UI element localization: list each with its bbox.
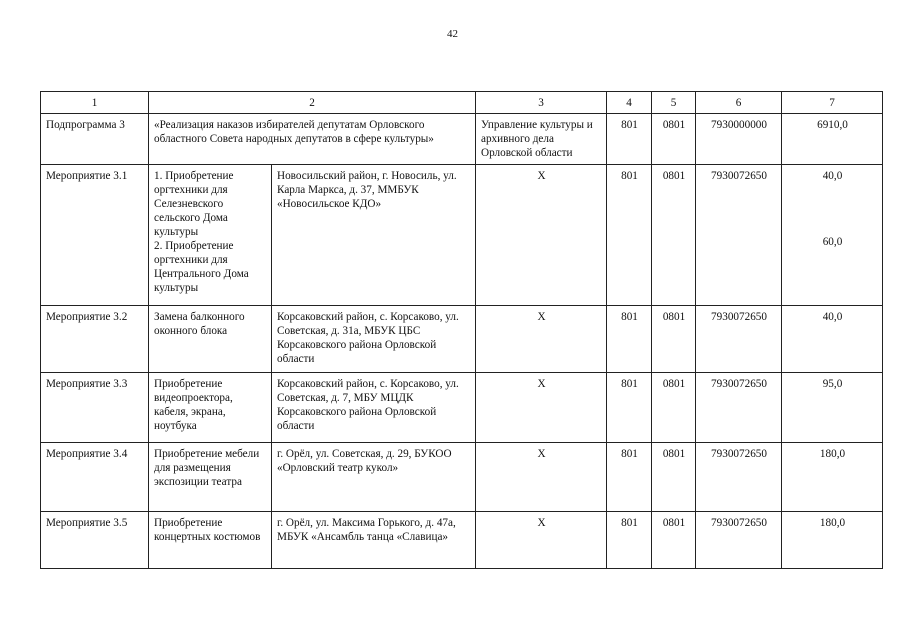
executor-cell: Управление культуры и архивного дела Орловской области [476, 114, 607, 165]
amount-cell: 180,0 [782, 443, 883, 512]
code-cell: 801 [607, 373, 652, 443]
code-cell: 801 [607, 165, 652, 306]
code-cell: 7930072650 [696, 373, 782, 443]
activity-description: Приобретение видеопроектора, кабеля, экрана, ноутбука [149, 373, 272, 443]
amount-cell: 180,0 [782, 512, 883, 569]
activity-description: Приобретение концертных костюмов [149, 512, 272, 569]
code-cell: 801 [607, 114, 652, 165]
header-cell: 2 [149, 92, 476, 114]
header-cell: 6 [696, 92, 782, 114]
executor-cell: Х [476, 373, 607, 443]
header-cell: 7 [782, 92, 883, 114]
activity-label: Мероприятие 3.1 [41, 165, 149, 306]
code-cell: 7930072650 [696, 306, 782, 373]
table-row [41, 306, 883, 373]
activity-address: Новосильский район, г. Новосиль, ул. Карла Маркса, д. 37, ММБУК «Новосильское КДО» [272, 165, 476, 306]
executor-cell: Х [476, 306, 607, 373]
header-cell: 1 [41, 92, 149, 114]
activity-address: Корсаковский район, с. Корсаково, ул. Советская, д. 7, МБУ МЦДК Корсаковского района Орловской области [272, 373, 476, 443]
table-row [41, 165, 883, 306]
code-cell: 0801 [652, 306, 696, 373]
subprogram-name: «Реализация наказов избирателей депутатам Орловского областного Совета народных депутатов в сфере культуры» [149, 114, 476, 165]
activity-description: Приобретение мебели для размещения экспозиции театра [149, 443, 272, 512]
code-cell: 801 [607, 512, 652, 569]
activity-address: г. Орёл, ул. Советская, д. 29, БУКОО «Орловский театр кукол» [272, 443, 476, 512]
activity-label: Мероприятие 3.4 [41, 443, 149, 512]
code-cell: 0801 [652, 373, 696, 443]
activity-address: Корсаковский район, с. Корсаково, ул. Советская, д. 31а, МБУК ЦБС Корсаковского района Орловской области [272, 306, 476, 373]
activity-description: 1. Приобретение оргтехники для Селезневского сельского Дома культуры 2. Приобретение оргтехники для Центрального Дома культуры [149, 165, 272, 306]
activity-address: г. Орёл, ул. Максима Горького, д. 47а, МБУК «Ансамбль танца «Славица» [272, 512, 476, 569]
activity-label: Мероприятие 3.5 [41, 512, 149, 569]
code-cell: 0801 [652, 512, 696, 569]
amount-cell [782, 165, 883, 306]
activity-description: Замена балконного оконного блока [149, 306, 272, 373]
amount-cell: 40,0 [782, 306, 883, 373]
code-cell: 801 [607, 306, 652, 373]
subprogram-label: Подпрограмма 3 [41, 114, 149, 165]
table-row [41, 373, 883, 443]
amount-value: 60,0 [822, 236, 843, 248]
header-cell: 5 [652, 92, 696, 114]
activity-label: Мероприятие 3.2 [41, 306, 149, 373]
subprogram-row [41, 114, 883, 165]
program-table [40, 91, 883, 569]
executor-cell: Х [476, 165, 607, 306]
amount-cell: 95,0 [782, 373, 883, 443]
table-header-row [41, 92, 883, 114]
executor-cell: Х [476, 512, 607, 569]
code-cell: 0801 [652, 443, 696, 512]
code-cell: 7930072650 [696, 512, 782, 569]
code-cell: 7930072650 [696, 443, 782, 512]
amount-cell: 6910,0 [782, 114, 883, 165]
activity-label: Мероприятие 3.3 [41, 373, 149, 443]
code-cell: 0801 [652, 165, 696, 306]
code-cell: 7930000000 [696, 114, 782, 165]
header-cell: 4 [607, 92, 652, 114]
table-row [41, 443, 883, 512]
code-cell: 0801 [652, 114, 696, 165]
executor-cell: Х [476, 443, 607, 512]
amount-value: 40,0 [822, 170, 843, 182]
header-cell: 3 [476, 92, 607, 114]
page-number: 42 [447, 28, 458, 40]
code-cell: 7930072650 [696, 165, 782, 306]
code-cell: 801 [607, 443, 652, 512]
table-row [41, 512, 883, 569]
